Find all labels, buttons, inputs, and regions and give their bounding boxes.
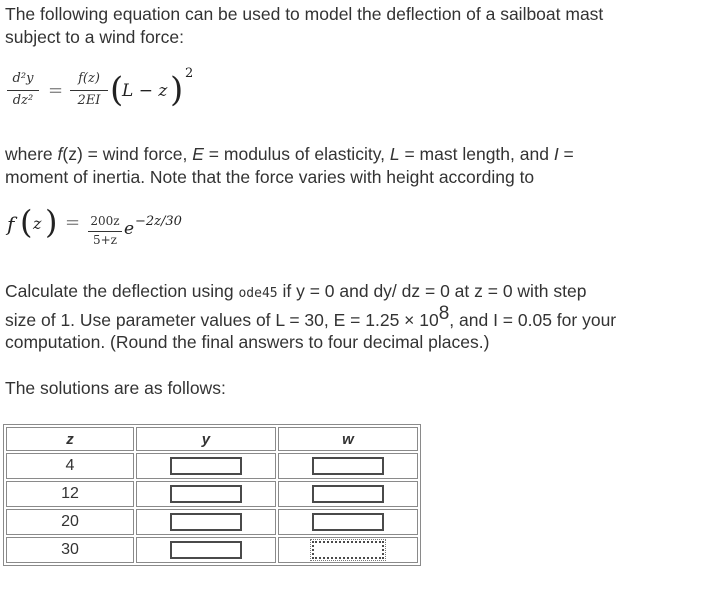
header-y: y: [136, 427, 276, 451]
table-row: [6, 509, 418, 535]
eq2-equals: =: [65, 212, 81, 233]
eq1-equals: =: [48, 80, 64, 101]
header-z: z: [6, 427, 134, 451]
eq1-rhs-denominator: 2EI: [77, 93, 101, 108]
eq1-paren-open: (: [110, 70, 124, 110]
eq2-paren-open: (: [20, 203, 33, 241]
header-w: w: [278, 427, 418, 451]
w-answer-input[interactable]: [312, 457, 384, 475]
eq2-lhs-z: z: [33, 214, 42, 233]
solutions-table: [3, 424, 421, 566]
ode45-code: ode45: [238, 286, 278, 301]
y-answer-input[interactable]: [170, 485, 242, 503]
eq1-lhs-numerator: d²y: [12, 71, 34, 86]
intro-line-1: The following equation can be used to model the deflection of a sailboat mast: [5, 4, 604, 24]
eq2-lhs-f: f: [7, 212, 15, 236]
z-value: 20: [6, 509, 134, 535]
definitions-text: where f(z) = wind force, E = modulus of elasticity, L = mast length, and I = moment of inertia. Note that the force varies with height according to: [5, 144, 574, 187]
eq1-lhs-denominator: dz²: [12, 93, 34, 108]
eq2-exp-base: e: [124, 219, 135, 239]
eq1-lhs-fraction-bar: [7, 90, 39, 91]
table-row: [6, 481, 418, 507]
w-answer-input[interactable]: [312, 541, 384, 559]
eq1-rhs-fraction-bar: [70, 90, 108, 91]
eq1-paren-close: ): [170, 70, 184, 110]
z-value: 30: [6, 537, 134, 563]
eq2-numerator: 200z: [90, 214, 120, 228]
w-answer-input[interactable]: [312, 485, 384, 503]
y-answer-input[interactable]: [170, 513, 242, 531]
w-answer-input[interactable]: [312, 513, 384, 531]
y-answer-input[interactable]: [170, 457, 242, 475]
intro-text: [5, 3, 603, 49]
eq2-exp-power: −2z/30: [135, 214, 182, 229]
z-value: 12: [6, 481, 134, 507]
instructions-text: Calculate the deflection using ode45 if y = 0 and dy/ dz = 0 at z = 0 with step size of 1. Use parameter values of L = 30, $E = 1.25 \times 10^8$, and I = 0.05 for your computation. (Round the final answers to four decimal places.): [5, 281, 617, 352]
eq2-denominator: 5+z: [92, 233, 117, 247]
z-value: 4: [6, 453, 134, 479]
table-header-row: [6, 427, 418, 451]
y-answer-input[interactable]: [170, 541, 242, 559]
eq2-fraction-bar: [88, 231, 122, 232]
eq1-paren-body: L − z: [122, 81, 168, 101]
intro-line-2: subject to a wind force:: [5, 27, 184, 47]
definitions-line-2: moment of inertia. Note that the force varies with height according to: [5, 167, 535, 187]
table-row: [6, 537, 418, 563]
eq1-exponent: 2: [185, 66, 194, 81]
eq1-rhs-numerator: f(z): [78, 71, 100, 86]
table-row: [6, 453, 418, 479]
eq2-paren-close: ): [45, 203, 58, 241]
solutions-label: The solutions are as follows:: [5, 378, 226, 398]
